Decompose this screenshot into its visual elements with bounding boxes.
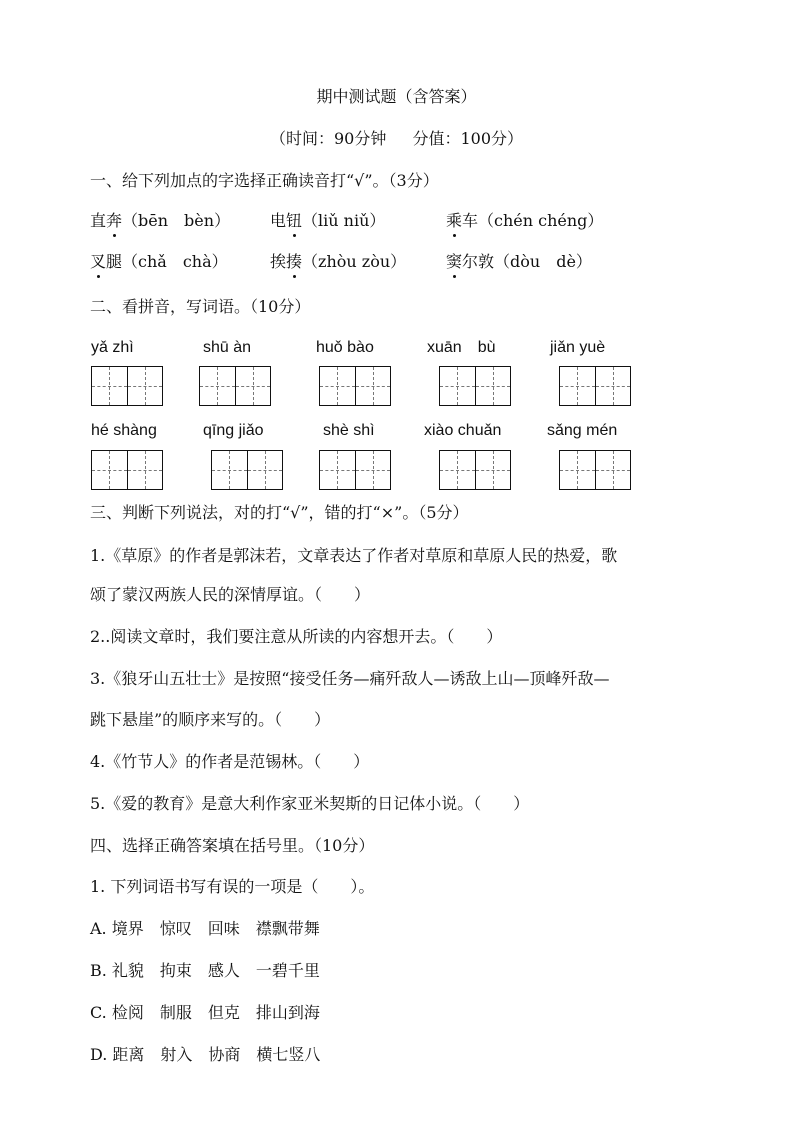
writing-grid[interactable] — [559, 450, 631, 490]
pinyin-label: jiǎn yuè — [550, 339, 606, 356]
pinyin-label: yǎ zhì — [91, 339, 134, 356]
writing-grid[interactable] — [439, 450, 511, 490]
choice-option-a: A. 境界 惊叹 回味 襟飘带舞 — [90, 919, 320, 938]
writing-grid[interactable] — [211, 450, 283, 490]
pronunciation-item: 乘车（chén chéng） — [446, 211, 604, 230]
writing-grid[interactable] — [91, 366, 163, 406]
pinyin-label: xuān bù — [427, 339, 496, 356]
pinyin-label: sǎng mén — [547, 422, 618, 439]
choice-option-b: B. 礼貌 拘束 感人 一碧千里 — [90, 961, 320, 980]
choice-option-d: D. 距离 射入 协商 横七竖八 — [90, 1045, 321, 1064]
pinyin-label: shè shì — [323, 422, 375, 439]
section3-heading: 三、判断下列说法，对的打“√”，错的打“×”。（5分） — [90, 503, 469, 522]
judgment-question-5: 5.《爱的教育》是意大利作家亚米契斯的日记体小说。（ ） — [90, 794, 530, 813]
section4-heading: 四、选择正确答案填在括号里。（10分） — [90, 836, 375, 855]
section1-heading: 一、给下列加点的字选择正确读音打“√”。（3分） — [90, 171, 439, 190]
pronunciation-item: 窦尔敦（dòu dè） — [446, 252, 592, 271]
judgment-question-3: 3.《狼牙山五壮士》是按照“接受任务—痛歼敌人—诱敌上山—顶峰歼敌— — [90, 669, 610, 688]
choice-question-1: 1. 下列词语书写有误的一项是（ ）。 — [90, 877, 375, 896]
judgment-question-3-cont: 跳下悬崖”的顺序来写的。（ ） — [90, 710, 331, 729]
page-title: 期中测试题（含答案） — [316, 87, 477, 106]
pronunciation-item: 叉腿（chǎ chà） — [90, 252, 228, 271]
pinyin-label: xiào chuǎn — [424, 422, 502, 439]
judgment-question-1-cont: 颂了蒙汉两族人民的深情厚谊。（ ） — [90, 585, 371, 604]
choice-option-c: C. 检阅 制服 但克 排山到海 — [90, 1003, 320, 1022]
writing-grid[interactable] — [559, 366, 631, 406]
pronunciation-item: 电钮（liǔ niǔ） — [270, 211, 386, 230]
writing-grid[interactable] — [319, 366, 391, 406]
judgment-question-1: 1.《草原》的作者是郭沫若，文章表达了作者对草原和草原人民的热爱，歌 — [90, 546, 618, 565]
pinyin-label: shū àn — [203, 339, 252, 356]
writing-grid[interactable] — [91, 450, 163, 490]
page-subtitle: （时间：90分钟 分值：100分） — [269, 129, 524, 148]
pinyin-label: qīng jiǎo — [203, 422, 264, 439]
judgment-question-4: 4.《竹节人》的作者是范锡林。（ ） — [90, 752, 370, 771]
pinyin-label: hé shàng — [91, 422, 157, 439]
pronunciation-item: 直奔（bēn bèn） — [90, 211, 231, 230]
writing-grid[interactable] — [199, 366, 271, 406]
pinyin-label: huǒ bào — [316, 339, 374, 356]
writing-grid[interactable] — [319, 450, 391, 490]
pronunciation-item: 挨揍（zhòu zòu） — [270, 252, 407, 271]
judgment-question-2: 2..阅读文章时，我们要注意从所读的内容想开去。（ ） — [90, 627, 503, 646]
section2-heading: 二、看拼音，写词语。（10分） — [90, 297, 311, 316]
writing-grid[interactable] — [439, 366, 511, 406]
